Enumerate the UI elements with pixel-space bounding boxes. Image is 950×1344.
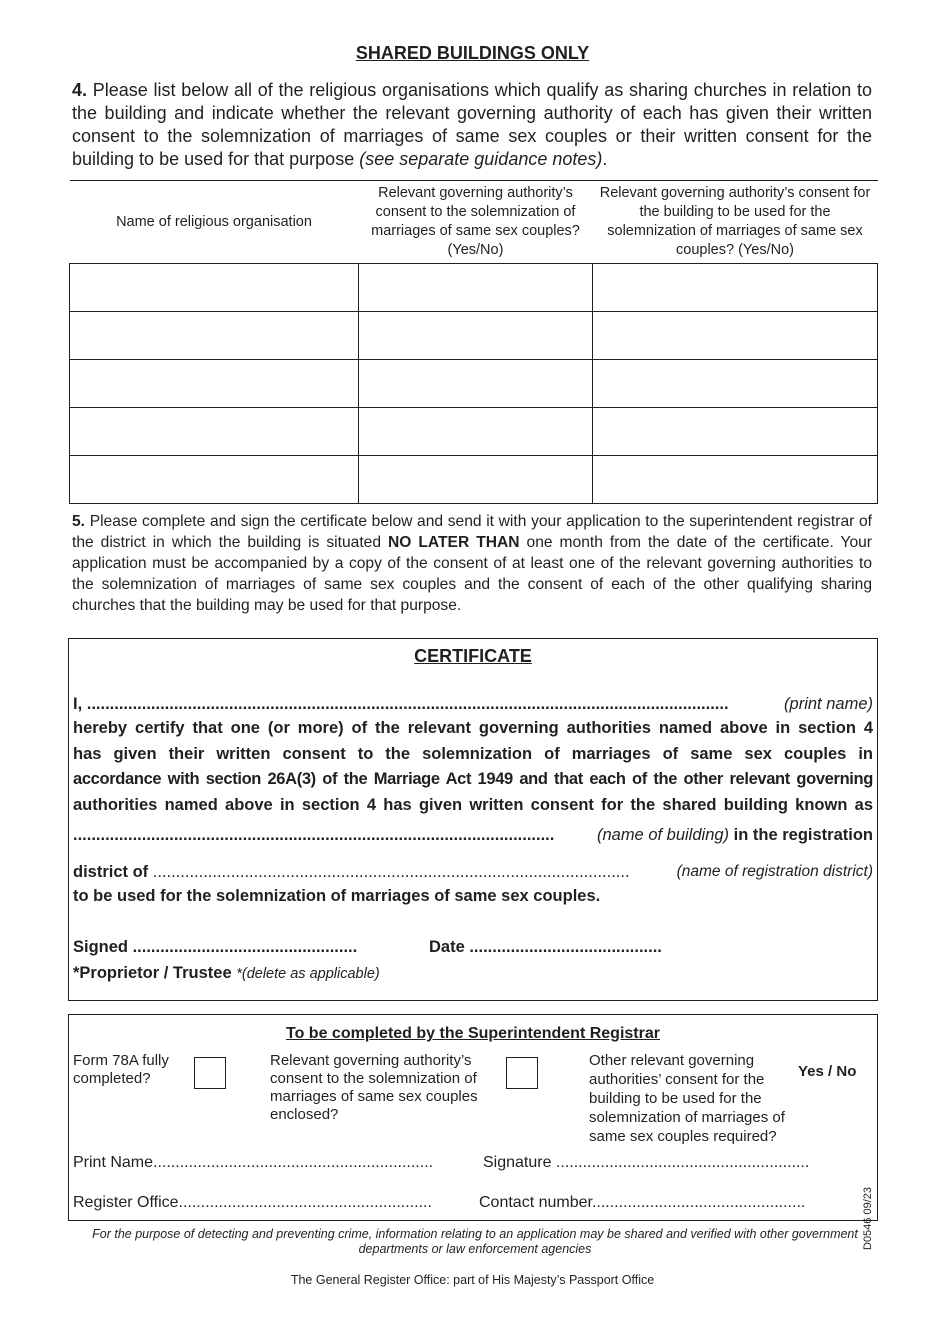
print-name-hint: (print name) xyxy=(784,695,873,713)
organisation-name-cell[interactable] xyxy=(70,360,359,408)
district-line[interactable] xyxy=(73,863,873,882)
page-title: SHARED BUILDINGS ONLY xyxy=(355,43,590,63)
data-sharing-note: For the purpose of detecting and preventing crime, information relating to an application may be shared and verified with other government departments or law enforcement agencies xyxy=(92,1227,858,1256)
proprietor-label: *Proprietor / Trustee xyxy=(73,964,232,982)
section-5-body: Please complete and sign the certificate below and send it with your application to the superintendent registrar of the district in which the building is situated xyxy=(72,513,872,551)
solemnization-consent-cell[interactable] xyxy=(359,264,593,312)
solemnization-consent-cell[interactable] xyxy=(359,408,593,456)
table-row xyxy=(70,456,878,504)
solemnization-consent-cell[interactable] xyxy=(359,456,593,504)
header-building-consent: Relevant governing authority’s consent for the building to be used for the solemnization of marriages of same sex couples? (Yes/No) xyxy=(593,181,878,264)
proprietor-hint: *(delete as applicable) xyxy=(236,966,380,982)
date-field[interactable]: Date .......................................... xyxy=(429,938,662,956)
header-organisation-name: Name of religious organisation xyxy=(70,181,359,264)
organisation-name-cell[interactable] xyxy=(70,408,359,456)
deadline-emphasis: NO LATER THAN xyxy=(388,534,520,551)
section-4-text xyxy=(72,79,872,171)
certificate-title: CERTIFICATE xyxy=(414,646,532,666)
print-name-line[interactable] xyxy=(73,695,873,714)
building-consent-cell[interactable] xyxy=(593,360,878,408)
certify-final-line: to be used for the solemnization of marriages of same sex couples. xyxy=(73,887,601,905)
section-4-end: . xyxy=(602,149,608,169)
table-header-row xyxy=(70,181,878,264)
district-hint: (name of registration district) xyxy=(676,863,873,880)
organisation-name-cell[interactable] xyxy=(70,312,359,360)
form-reference: D0546 09/23 xyxy=(862,1187,874,1250)
registrar-title: To be completed by the Superintendent Registrar xyxy=(286,1025,660,1042)
print-name-field[interactable]: Print Name............................................................... xyxy=(73,1154,434,1171)
district-dots: ........................................................................................................ xyxy=(152,863,630,881)
religious-organisations-table xyxy=(69,180,878,504)
contact-number-field[interactable]: Contact number................................................ xyxy=(479,1194,806,1211)
table-row xyxy=(70,312,878,360)
building-consent-cell[interactable] xyxy=(593,456,878,504)
organisation-name-cell[interactable] xyxy=(70,456,359,504)
building-consent-cell[interactable] xyxy=(593,264,878,312)
certify-line: authorities named above in section 4 has given written consent for the shared building known as xyxy=(73,796,873,814)
guidance-note: (see separate guidance notes) xyxy=(359,149,603,169)
building-consent-cell[interactable] xyxy=(593,408,878,456)
building-name-dots: ......................................................................................................... xyxy=(73,826,555,844)
other-consent-label: Other relevant governing authorities’ consent for the building to be used for the solemnization of marriages of same sex couples required? xyxy=(589,1052,785,1145)
yes-no-option[interactable]: Yes / No xyxy=(798,1063,857,1080)
certify-line: has given their written consent to the solemnization of marriages of same sex couples in xyxy=(73,745,873,763)
proprietor-line xyxy=(73,964,873,983)
consent-enclosed-label: Relevant governing authority’s consent to the solemnization of marriages of same sex couples enclosed? xyxy=(270,1052,478,1123)
section-5-body-end: one month from the date of the certificate. Your application must be accompanied by a copy of the consent of at least one of the relevant governing authorities to the solemnization of marriages of same sex couples and the consent of each of the other qualifying sharing churches that the building may be used for that purpose. xyxy=(72,534,873,614)
registration-text: in the registration xyxy=(733,826,873,844)
consent-enclosed-checkbox[interactable] xyxy=(506,1057,538,1089)
signed-field[interactable]: Signed ................................................. xyxy=(73,938,358,956)
section-5-number: 5. xyxy=(72,513,86,530)
certify-line: hereby certify that one (or more) of the relevant governing authorities named above in section 4 xyxy=(73,719,873,737)
building-name-line[interactable] xyxy=(73,826,873,845)
register-office-field[interactable]: Register Office......................................................... xyxy=(73,1194,432,1211)
form78a-label: Form 78A fully completed? xyxy=(73,1052,169,1087)
solemnization-consent-cell[interactable] xyxy=(359,360,593,408)
certify-line: accordance with section 26A(3) of the Marriage Act 1949 and that each of the other relevant governing xyxy=(73,770,873,788)
table-row xyxy=(70,408,878,456)
solemnization-consent-cell[interactable] xyxy=(359,312,593,360)
print-name-dots: I, ............................................................................................................................................ xyxy=(73,695,729,713)
footer-organisation: The General Register Office: part of His Majesty’s Passport Office xyxy=(290,1273,655,1287)
certificate-box xyxy=(68,638,878,1001)
form78a-checkbox[interactable] xyxy=(194,1057,226,1089)
section-4-body: Please list below all of the religious organisations which qualify as sharing churches in relation to the building and indicate whether the relevant governing authority of each has given their written consent to the solemnization of marriages of same sex couples or their written consent for the building to be used for that purpose xyxy=(72,80,872,169)
building-name-hint: (name of building) xyxy=(596,826,730,844)
registrar-box xyxy=(68,1014,878,1221)
table-row xyxy=(70,264,878,312)
building-consent-cell[interactable] xyxy=(593,312,878,360)
signature-field[interactable]: Signature ......................................................... xyxy=(483,1154,810,1171)
section-5-text xyxy=(72,511,872,616)
table-row xyxy=(70,360,878,408)
organisation-name-cell[interactable] xyxy=(70,264,359,312)
district-label: district of xyxy=(73,863,149,881)
header-solemnization-consent: Relevant governing authority’s consent to the solemnization of marriages of same sex couples? (Yes/No) xyxy=(359,181,593,264)
section-4-number: 4. xyxy=(72,80,88,100)
